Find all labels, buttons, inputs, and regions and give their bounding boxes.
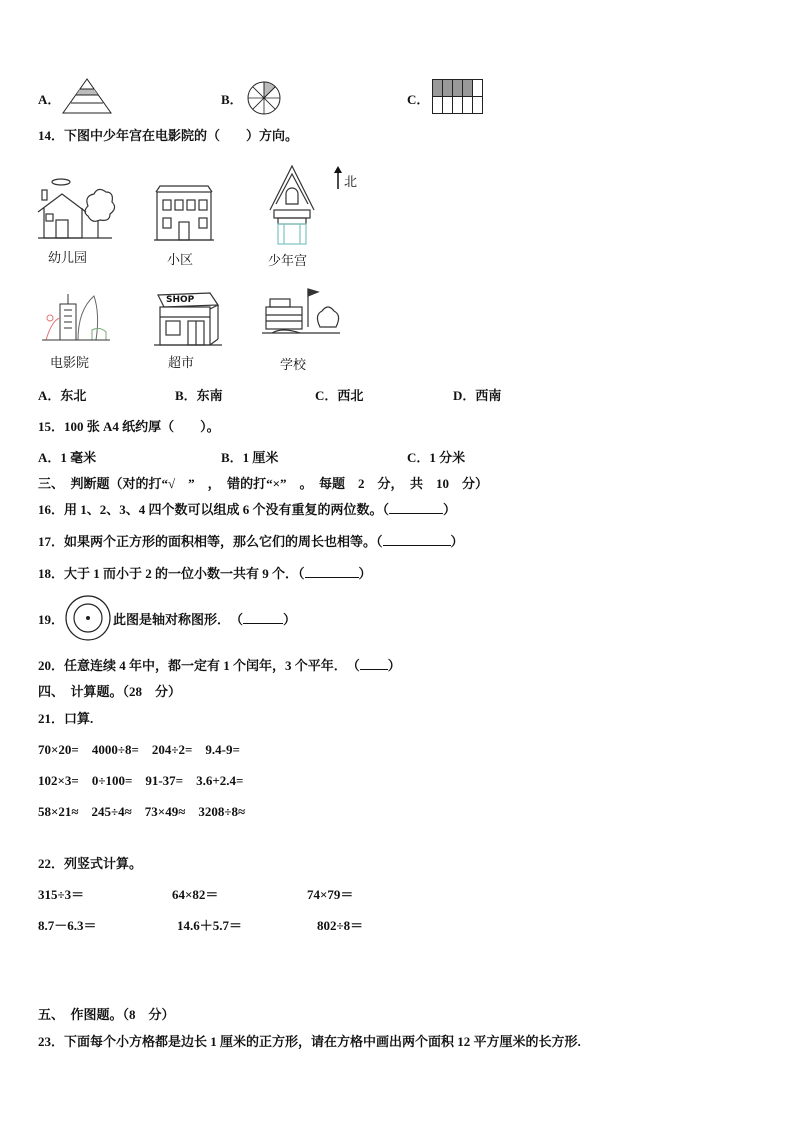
circle-figure <box>246 80 282 116</box>
q22-item-6: 802÷8＝ <box>317 918 364 933</box>
answer-blank-20[interactable] <box>360 657 388 670</box>
youth-palace-label: 少年宫 <box>268 254 308 269</box>
q14-option-c: C．西北 <box>315 388 364 403</box>
section-4-title: 四、 计算题。（28 分） <box>38 684 182 699</box>
close-paren: ） <box>358 566 372 581</box>
kindergarten-house-icon <box>36 176 116 242</box>
q21-row-2: 102×3= 0÷100= 91-37= 3.6+2.4= <box>38 773 244 788</box>
supermarket-label: 超市 <box>168 356 195 371</box>
question-20-text: 20．任意连续 4 年中，都一定有 1 个闰年，3 个平年． （ <box>38 658 360 673</box>
q15-option-a: A．1 毫米 <box>38 450 97 465</box>
close-paren: ） <box>450 534 464 549</box>
section-5-title: 五、 作图题。（8 分） <box>38 1007 175 1022</box>
cinema-building-icon <box>42 290 112 348</box>
question-17-text: 17．如果两个正方形的面积相等，那么它们的周长也相等。（ <box>38 534 383 549</box>
cinema-label: 电影院 <box>50 356 90 371</box>
school-building-icon <box>262 287 342 345</box>
question-22-title: 22．列竖式计算。 <box>38 856 143 871</box>
question-21-title: 21．口算. <box>38 711 94 726</box>
community-building-icon <box>154 184 214 244</box>
question-14-stem: 14．下图中少年宫在电影院的（ ）方向。 <box>38 128 299 143</box>
school-label: 学校 <box>280 358 307 373</box>
q21-row-1: 70×20= 4000÷8= 204÷2= 9.4-9= <box>38 742 240 757</box>
close-paren: ） <box>283 612 297 627</box>
concentric-circles-figure <box>64 594 112 642</box>
q14-option-d: D．西南 <box>453 388 502 403</box>
answer-blank-17[interactable] <box>383 533 451 546</box>
answer-blank-19[interactable] <box>243 611 283 624</box>
option-a-label: A． <box>38 92 61 107</box>
q22-item-5: 14.6＋5.7＝ <box>177 918 243 933</box>
q22-item-3: 74×79＝ <box>307 887 354 902</box>
q14-option-b: B．东南 <box>175 388 223 403</box>
kindergarten-label: 幼儿园 <box>48 251 88 266</box>
triangle-figure <box>62 78 112 114</box>
q15-option-b: B．1 厘米 <box>221 450 279 465</box>
north-label: 北 <box>344 175 358 190</box>
question-18 <box>38 563 372 582</box>
option-b-label: B． <box>221 92 243 107</box>
section-3-title: 三、 判断题（对的打“√ ” ， 错的打“×” 。 每题 2 分， 共 10 分） <box>38 476 489 491</box>
question-19-number: 19． <box>38 612 65 627</box>
close-paren: ） <box>443 502 457 517</box>
community-label: 小区 <box>167 253 194 268</box>
q22-item-4: 8.7－6.3＝ <box>38 918 97 933</box>
option-c-label: C． <box>407 92 430 107</box>
shop-sign: SHOP <box>166 295 195 305</box>
question-15-stem: 15．100 张 A4 纸约厚（ ）。 <box>38 419 220 434</box>
close-paren: ） <box>387 658 401 673</box>
q22-item-2: 64×82＝ <box>172 887 219 902</box>
question-18-text: 18．大于 1 而小于 2 的一位小数一共有 9 个．（ <box>38 566 305 581</box>
answer-blank-18[interactable] <box>305 565 359 578</box>
q15-option-c: C．1 分米 <box>407 450 466 465</box>
youth-palace-icon <box>266 164 318 248</box>
q21-row-3: 58×21≈ 245÷4≈ 73×49≈ 3208÷8≈ <box>38 804 246 819</box>
north-arrow-icon <box>333 166 343 190</box>
q22-item-1: 315÷3＝ <box>38 887 85 902</box>
q14-option-a: A．东北 <box>38 388 87 403</box>
question-20 <box>38 655 401 674</box>
question-16 <box>38 499 456 518</box>
question-17 <box>38 531 464 550</box>
question-23: 23．下面每个小方格都是边长 1 厘米的正方形，请在方格中画出两个面积 12 平方厘米的长方形. <box>38 1034 581 1049</box>
question-19 <box>113 609 296 628</box>
answer-blank-16[interactable] <box>389 501 443 514</box>
question-16-text: 16．用 1、2、3、4 四个数可以组成 6 个没有重复的两位数。（ <box>38 502 390 517</box>
question-19-text: 此图是轴对称图形． （ <box>113 612 244 627</box>
grid-figure <box>432 79 484 115</box>
